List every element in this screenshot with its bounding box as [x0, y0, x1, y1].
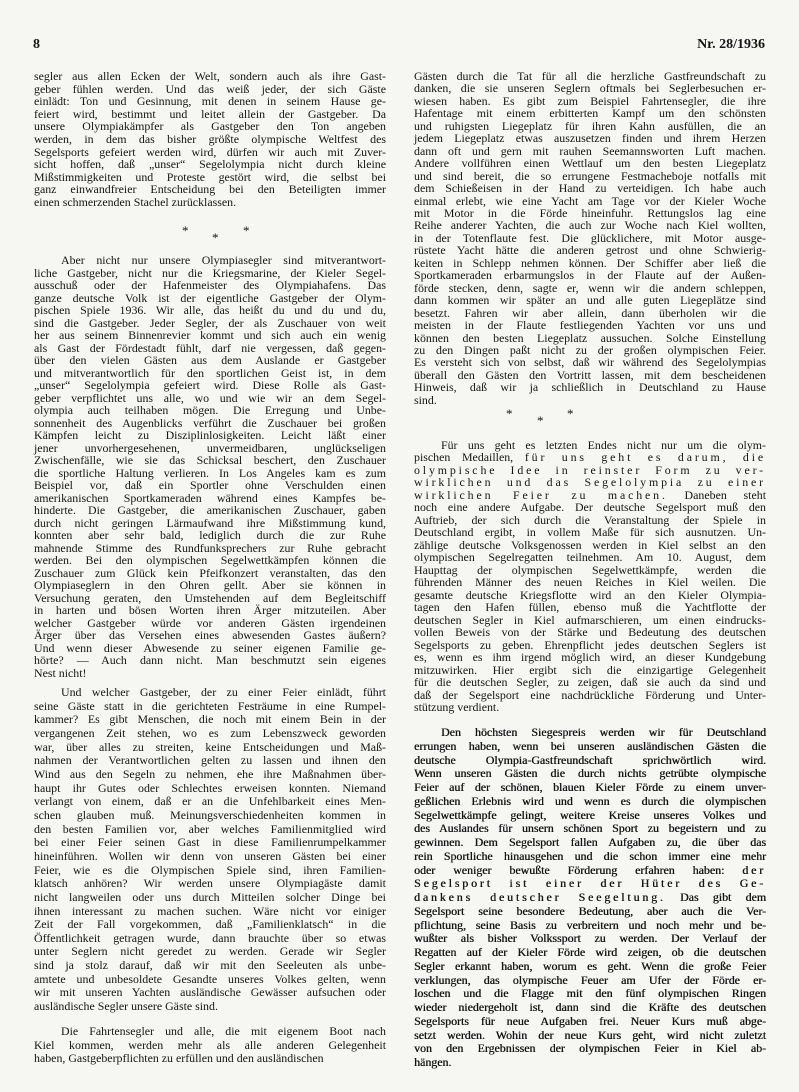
text-line: verklungen, das olympische Feuer am Ufer der Förde er- [414, 972, 766, 987]
text-segment: Das gibt dem [665, 890, 766, 904]
text-line: Gästen durch die Tat für all die herzliche Gastfreundschaft zu [414, 69, 766, 83]
text-line: Kämpfen leicht zu Disziplinlosigkeiten. Leicht läßt einer [34, 428, 386, 442]
text-line: pischen Spiele 1936. Wir alle, das heißt du und du und du, [34, 303, 386, 317]
text-line: haupt ihr Gutes oder Schlechtes erweisen konnten. Niemand [34, 780, 386, 795]
text-line: ihnen interessant zu machen suchen. Wäre nicht vor einiger [34, 903, 386, 918]
separator-star: * [182, 223, 189, 238]
text-line: sind. [414, 392, 437, 407]
text-line: olympischen Segelregatten teilnehmen. Am 10. August, dem [414, 550, 766, 565]
letterspaced-emphasis: für uns geht es darum, die [524, 450, 766, 465]
paragraph-left-4 [34, 1025, 386, 1066]
text-line: rüstete Yacht hätte die anderen getrost und ohne Schwierig- [414, 243, 766, 258]
text-line: es, wenn es ihm irgend möglich wird, an dieser Kundgebung [414, 650, 766, 665]
text-line: Feier auf der schönen, blauen Kieler Förde zu einem unver- [414, 780, 766, 794]
text-line: sind die Gastgeber. Jeder Segler, der als Zuschauer von weit [34, 315, 386, 330]
letterspaced-emphasis: dankens deutscher Seegeltung. [414, 890, 666, 904]
text-line: gewinnen. Dem Segelsport fallen Aufgaben zu, die über das [414, 835, 766, 849]
text-line: hängen. [414, 1055, 452, 1069]
text-line: Haupttag der olympischen Segelwettkämpfe, werden die [414, 562, 766, 577]
text-line: Segelsports gefeiert werden wird, dürfen wir auch mit Zuver- [34, 144, 386, 159]
text-line: Hafentage mit einem erbitterten Kampf um den schönsten [414, 106, 766, 121]
text-line: deutschen Segler in Kiel aufmarschieren, um einen eindrucks- [414, 612, 766, 627]
text-line: Deutschland ergibt, in vollem Maße für sich ausnutzen. Un- [414, 525, 766, 540]
text-line: danken, die sie unseren Seglern oftmals bei Seglerbesuchen er- [414, 81, 766, 96]
text-line: Öffentlichkeit getragen wurde, dann brauchte über so etwas [34, 930, 386, 945]
text-line: jener unvorhergesehenen, unvermeidbaren, unglückseligen [34, 440, 386, 455]
separator-star: * [243, 223, 250, 238]
text-line: kammer? Es gibt Menschen, die noch mit einem Bein in der [34, 712, 386, 727]
text-line: nahmen der Verantwortlichen gelten zu lassen und ihnen den [34, 753, 386, 768]
text-line: einen schmerzenden Stachel zurücklassen. [34, 194, 237, 209]
text-line: errungen haben, wenn bei unseren ausländischen Gästen die [414, 738, 766, 753]
text-line: wieder niedergeholt ist, dann sind die Kräfte des deutschen [414, 1000, 766, 1014]
text-line: Den höchsten Siegespreis werden wir für Deutschland [441, 725, 766, 739]
page-number: 8 [33, 37, 40, 52]
text-line: Versuchung geraten, den Umstehenden auf dem Begleitschiff [34, 590, 386, 605]
text-line: Wenn unseren Gästen die durch nichts getrübte olympische [414, 766, 766, 781]
text-line: unsere Olympiakämpfer als Gastgeber den Ton angeben [34, 119, 386, 134]
text-line: in harten und bösen Worten ihren Ärger mitzuteilen. Aber [34, 603, 386, 617]
letterspaced-emphasis: wirklichen Feier zu machen. [414, 487, 668, 502]
text-line: mahnende Stimme des Rundfunksprechers zur Ruhe gebracht [34, 540, 386, 555]
text-line: geber fühlen werden. Und das weiß jeder, der sich Gäste [34, 81, 386, 96]
text-line: amtete und unbesoldete Gesandte unseres Volkes gelten, wenn [34, 971, 386, 986]
text-line [414, 877, 766, 891]
text-line: nicht langweilen oder uns durch Mitteilen solcher Dinge bei [34, 889, 386, 904]
text-line: Segelsport seine besondere Bedeutung, aber auch die Ver- [414, 903, 766, 918]
text-line: Zuschauer zum Glück kein Pfeifkonzert veranstalten, das den [34, 565, 386, 580]
paragraph-left-3 [34, 686, 386, 1014]
text-line: Zwischenfälle, wie sie das Schicksal beschert, den Zuschauer [34, 453, 386, 467]
paragraph-right-2 [414, 439, 766, 714]
text-line: von den Ergebnissen der olympischen Feier in Kiel ab- [414, 1041, 766, 1056]
text-line: geber verpflichtet uns alle, wo und wie wir an dem Segel- [34, 390, 386, 405]
text-line: werden, in dem das bisher größte olympische Weltfest des [34, 131, 386, 146]
letterspaced-emphasis: olympische Idee in reinster Form zu ver- [414, 462, 766, 477]
text-line: pflichtung, seine Basis zu verbreitern und noch mehr und be- [414, 917, 766, 932]
text-line: Segelsports für neue Aufgaben frei. Neuer Kurs muß abge- [414, 1013, 766, 1028]
text-line: wir mit unseren Yachten ausländische Gewässer aufsuchen oder [34, 985, 386, 1000]
text-line: Nest nicht! [34, 665, 87, 680]
text-line: über den vielen Gästen aus dem Auslande er Gastgeber [34, 353, 386, 367]
text-line: Aber nicht nur unsere Olympiasegler sind mitverantwort- [61, 253, 386, 267]
text-line: ganze deutsche Volk ist der eigentliche Gastgeber der Olym- [34, 290, 386, 305]
text-line: war, über alles zu streiten, keine Entscheidungen und Maß- [34, 739, 386, 754]
text-line: Andere vollführen einen Wettlauf um den besten Liegeplatz [414, 156, 766, 171]
text-line: unter Seglern nicht geredet zu werden. Gerade wir Segler [34, 944, 386, 959]
text-line: Die Fahrtensegler und alle, die mit eigenem Boot nach [61, 1024, 386, 1038]
text-line: hineinführen. Wollen wir denn von unseren Gästen bei einer [34, 848, 386, 863]
separator-star: * [506, 406, 513, 421]
text-line: olympia auch teilhaben mögen. Die Erregung und Unbe- [34, 403, 386, 417]
issue-number: Nr. 28/1936 [697, 37, 765, 52]
text-line: Segler erkannt haben, worum es geht. Wenn die große Feier [414, 958, 766, 973]
text-line [414, 864, 766, 878]
text-line: deutsche Olympia-Gastfreundschaft sprichwörtlich wird. [414, 752, 766, 767]
letterspaced-emphasis: der [742, 862, 766, 877]
text-line: einmal erlebt, wie eine Yacht am Tage vor der Kieler Woche [414, 193, 766, 208]
text-line: schen glauben muß. Meinungsverschiedenheiten kommen in [34, 807, 386, 822]
text-line: Hinweis, daß wir ja schließlich in Deutschland zu Hause [414, 380, 766, 395]
text-line: dann oft und gern mit rauhen Seemannsworten Luft machen. [414, 143, 766, 158]
text-line: und ruhigsten Liegeplatz für ihren Kahn ausfüllen, die an [414, 118, 766, 133]
paragraph-left-1 [34, 70, 386, 209]
text-line: wußter als bisher Volkssport zu werden. Der Verlauf der [414, 931, 766, 946]
text-line: Und wenn dieser Abwesende zu seiner eigenen Familie ge- [34, 640, 386, 655]
text-line: liche Gastgeber, nicht nur die Kriegsmarine, der Kieler Segel- [34, 265, 386, 280]
text-line: für die deutschen Segler, zu zeigen, daß sie auch da sind und [414, 675, 766, 690]
text-line: Wind aus den Segeln zu nehmen, ehe ihre Maßnahmen über- [34, 766, 386, 781]
text-line: mit Motor in die Förde hineinfuhr. Rettungslos lag eine [414, 205, 766, 220]
text-line: zu den Dingen paßt nicht zu der großen olympischen Feier. [414, 342, 766, 357]
text-line: Zeit der Fall vorgekommen, daß „Familienklatsch“ in die [34, 917, 386, 932]
text-line: vollen Beweis von der Stärke und Bedeutung des deutschen [414, 625, 766, 640]
text-line: führenden Männer des neuen Reiches in Kiel weilen. Die [414, 575, 766, 590]
text-segment: Daneben steht [667, 487, 766, 502]
text-line: dem Schießeisen in der Hand zu verteidigen. Ich habe auch [414, 181, 766, 196]
text-line: als Gast der Fördestadt fühlt, darf nie vergessen, daß gegen- [34, 340, 386, 355]
text-line: vergangenen Zeit stehen, wo es zum Lebenszweck geworden [34, 725, 386, 740]
text-line: amerikanischen Sportkameraden während eines Kampfes be- [34, 490, 386, 505]
text-line: rein Sportliche hinausgehen und die schon immer eine mehr [414, 848, 766, 863]
text-line: Segelsports zu geben. Ehrenpflicht jedes deutschen Seglers ist [414, 637, 766, 652]
text-line: ausländische Segler unsere Gäste sind. [34, 999, 218, 1014]
text-line: einlädt: Ton und Gesinnung, mit denen in seinem Hause ge- [34, 94, 386, 109]
text-line: zählige deutsche Volksgenossen werden in Kiel selbst an den [414, 537, 766, 552]
text-line: noch eine andere Aufgabe. Der deutsche Segelsport muß den [414, 500, 766, 515]
text-line: „unser“ Segelolympia gefeiert wird. Diese Rolle als Gast- [34, 378, 386, 392]
text-line: Ärger über das Versehen eines abwesenden Gastes äußern? [34, 628, 386, 642]
text-line: Und welcher Gastgeber, der zu einer Feier einlädt, führt [61, 685, 386, 699]
text-line: Olympiaseglern in den Ohren gellt. Aber sie können in [34, 578, 386, 592]
text-line: Für uns geht es letzten Endes nicht nur um die olym- [441, 438, 766, 452]
text-line: Es versteht sich von selbst, daß wir während des Segelolympias [414, 355, 766, 370]
text-line: Mißstimmigkeiten und Proteste gestört wird, die selbst bei [34, 169, 386, 184]
text-line: Segelwettkämpfe gelingt, weitere Kreise unseres Volkes und [414, 807, 766, 822]
text-line: Reihe anderer Yachten, die auch zur Woche nach Kiel wollten, [414, 218, 766, 233]
text-line: sind ja stolz darauf, daß wir mit den Seeleuten als unbe- [34, 958, 386, 973]
text-line: feiert wird, bestimmt und leitet allein der Gastgeber. Da [34, 106, 386, 121]
text-line: förde stecken, denn, sagte er, wenn wir die andern schleppen, [414, 280, 766, 295]
text-line: den besten Familien vor, aber welches Familienmitglied wird [34, 821, 386, 836]
text-line: sonnenheit des Augenblicks verführt die Zuschauer bei großen [34, 415, 386, 430]
paragraph-right-1 [414, 70, 766, 406]
text-line: meisten in der Flaute festliegenden Yachten vor uns und [414, 318, 766, 333]
text-line: welcher Gastgeber würde vor anderen Gästen irgendeinen [34, 615, 386, 630]
text-line: werden. Bei den olympischen Segelwettkämpfen können die [34, 553, 386, 567]
text-line: hinderte. Die Gastgeber, die amerikanischen Zuschauer, gaben [34, 503, 386, 517]
text-line: die sportliche Haltung verlieren. In Los Angeles kam es zum [34, 465, 386, 480]
text-line: in der Totenflaute fest. Die glücklichere, mit Motor ausge- [414, 230, 766, 245]
text-line: jedem Liegeplatz etwas auszusetzen finden und ihrem Herzen [414, 131, 766, 146]
separator-star: * [567, 406, 574, 421]
paragraph-left-2 [34, 254, 386, 679]
text-line: Beispiel vor, daß ein Sportler ohne Verschulden einen [34, 478, 386, 492]
text-line: Feier, wie es die Olympischen Spiele sind, ihren Familien- [34, 862, 386, 877]
text-segment: oder weniger bewußte Förderung erfahren haben: [414, 862, 743, 877]
text-line: haben, Gastgeberpflichten zu erfüllen und den ausländischen [34, 1051, 324, 1066]
text-line: loschen und die Flagge mit den fünf olympischen Ringen [414, 986, 766, 1001]
text-line: und mitverantwortlich für den sportlichen Geist ist, in dem [34, 365, 386, 380]
text-line: geßlichen Erlebnis wird und wenn es durch die olympischen [414, 793, 766, 808]
text-line: keiten in Schlepp nehmen können. Der Schiffer aber ließ die [414, 255, 766, 270]
separator-star: * [537, 413, 544, 428]
text-line: sicht hoffen, daß „unser“ Segelolympia nicht durch kleine [34, 157, 386, 172]
separator-star: * [212, 230, 219, 245]
text-line: gesamte deutsche Kriegsflotte wird an den Kieler Olympia- [414, 587, 766, 602]
text-line: besetzt. Fahren wir aber allein, dann überholen wir die [414, 305, 766, 320]
text-line [414, 891, 766, 905]
text-line: durch nicht geringen Lärmaufwand ihre Mißstimmung kund, [34, 515, 386, 530]
text-line: hörte? — Auch dann nicht. Man beschmutzt sein eigenes [34, 653, 386, 667]
text-line: setzt werden. Wohin der neue Kurs geht, wird nicht zuletzt [414, 1027, 766, 1042]
letterspaced-emphasis: Segelsport ist einer der Hüter des Ge- [414, 876, 766, 891]
text-line: können den besten Liegeplatz aussuchen. Solche Einstellung [414, 330, 766, 345]
text-line: Kiel kommen, werden mehr als alle anderen Gelegenheit [34, 1037, 386, 1052]
text-line: tagen den Hafen füllen, ebenso muß die Yachtflotte der [414, 600, 766, 615]
text-line: ausschuß oder der Hafenmeister des Olympiahafens. Das [34, 278, 386, 292]
text-line: Auftrieb, der sich durch die Veranstaltung der Spiele in [414, 512, 766, 527]
text-line: konnten aber sehr bald, lediglich durch die zur Ruhe [34, 528, 386, 542]
text-line: ganz einwandfreier Entscheidung bei den Beteiligten immer [34, 182, 386, 197]
text-line: segler aus allen Ecken der Welt, sondern auch als ihre Gast- [34, 69, 386, 83]
text-line: überall den Gästen den Vortritt lassen, mit dem bescheidenen [414, 367, 766, 382]
text-line: wiesen haben. Es gibt zum Beispiel Fahrtensegler, die ihre [414, 93, 766, 108]
text-line: bei einer Feier seinen Gast in diese Familienrumpelkammer [34, 835, 386, 850]
text-line: Regatten auf der Kieler Förde wird zeigen, ob die deutschen [414, 945, 766, 959]
text-segment: pischen Medaillen, [414, 450, 525, 465]
paragraph-right-3 [414, 726, 766, 1070]
text-line: dann kommen wir später an und alle guten Liegeplätze sind [414, 293, 766, 308]
text-line: des Auslandes für unsern schönen Sport zu begeistern und zu [414, 821, 766, 836]
letterspaced-emphasis: wirklichen und das Segelolympia zu einer [414, 475, 766, 490]
text-line: mitzuwirken. Hier ergibt sich die einzigartige Gelegenheit [414, 662, 766, 677]
text-line: seine Gäste statt in die gerichteten Festräume in eine Rumpel- [34, 698, 386, 713]
text-line: stützung verdient. [414, 700, 500, 715]
text-line: her aus seinem Binnenrevier kommt und sich auch ein wenig [34, 328, 386, 342]
text-line: und sind bereit, die so errungene Festmacheboje notfalls mit [414, 168, 766, 183]
text-line: verlangt von einem, daß er an die Unfehlbarkeit eines Men- [34, 794, 386, 809]
text-line: daß der Segelsport eine nachdrückliche Förderung und Unter- [414, 687, 766, 702]
text-line: klatsch anhören? Wir werden unsere Olympiagäste damit [34, 876, 386, 891]
text-line: Sportkameraden erbarmungslos in der Flaute auf der Außen- [414, 268, 766, 283]
